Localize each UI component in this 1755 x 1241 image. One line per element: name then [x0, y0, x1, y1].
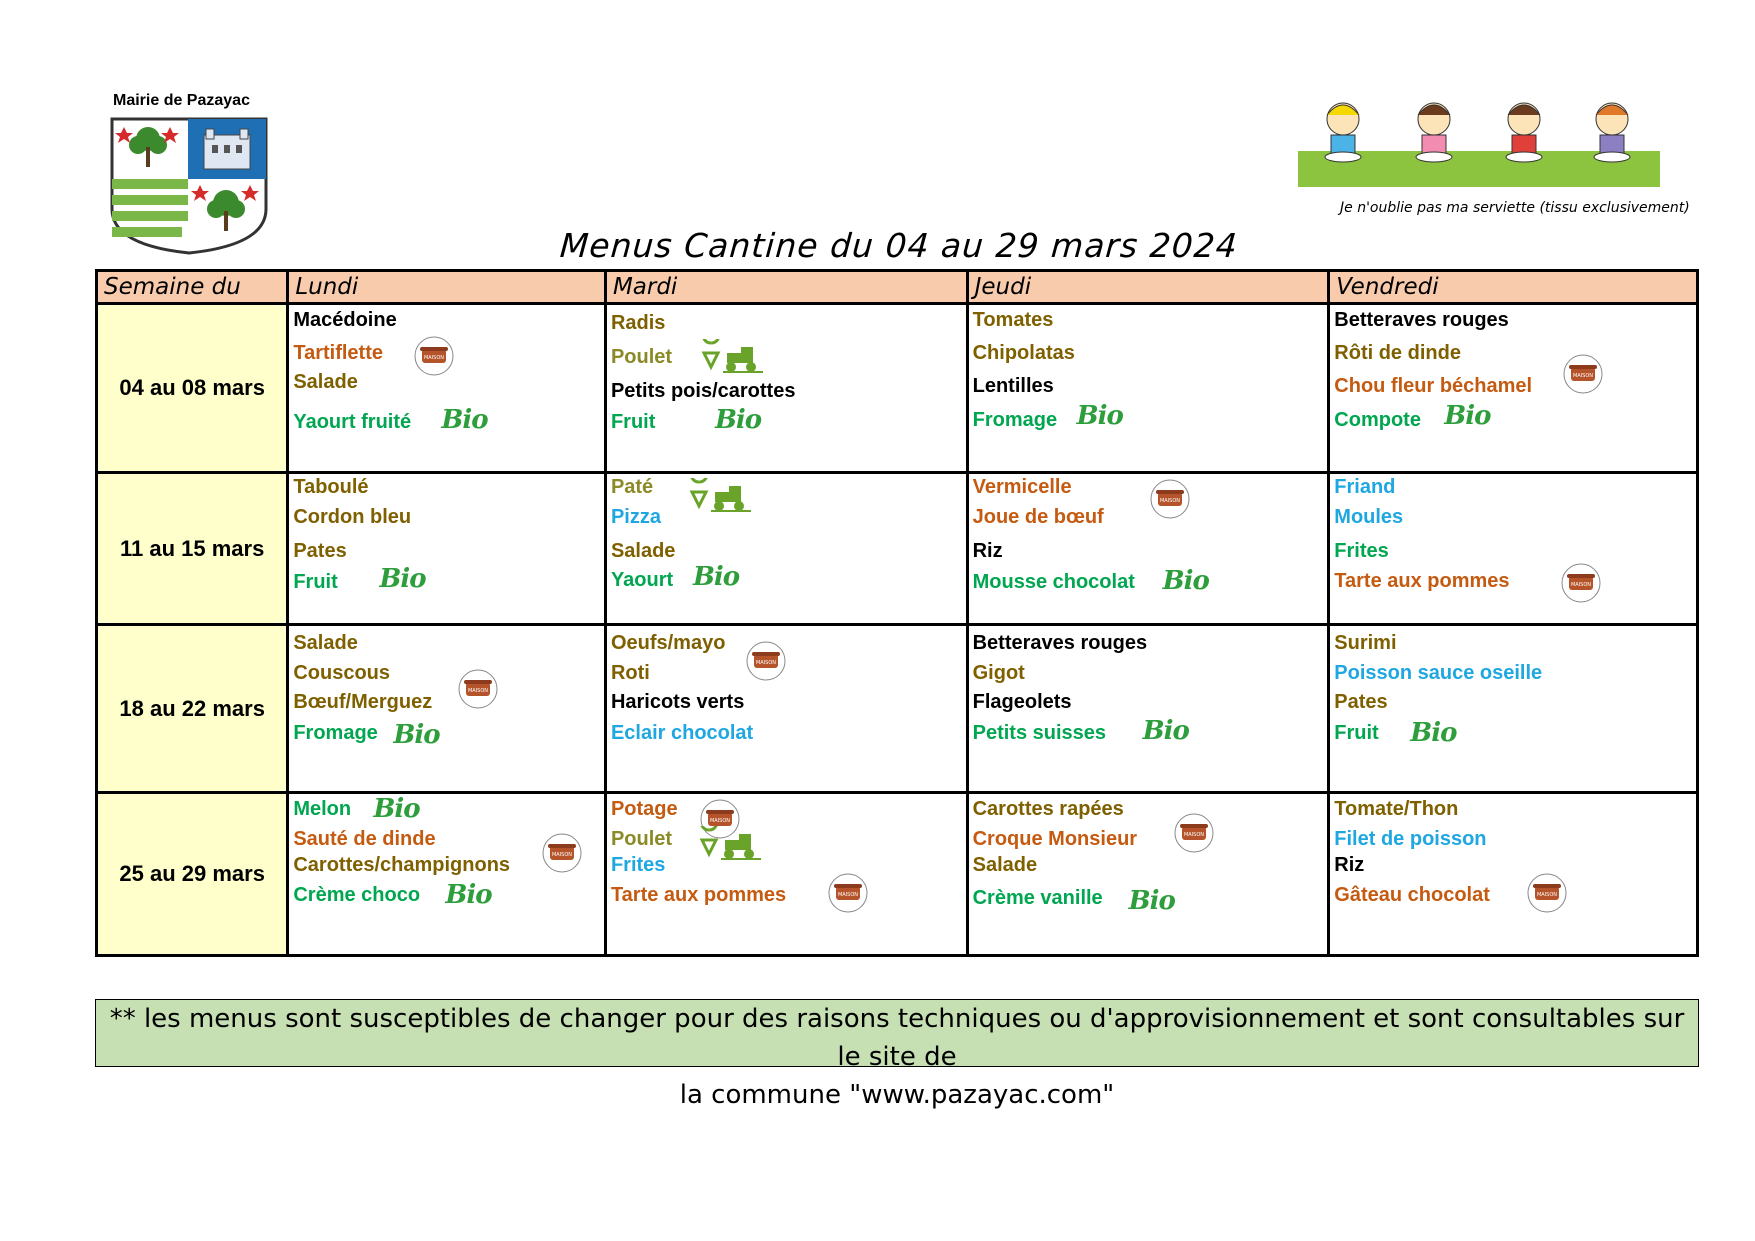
- local-farm-icon: [699, 826, 761, 860]
- fait-maison-icon: [1560, 562, 1602, 604]
- dish-dessert: Fromage: [293, 722, 378, 744]
- bio-icon: Bio: [445, 880, 492, 910]
- fait-maison-icon: [413, 335, 455, 377]
- dish-main: Poisson sauce oseille: [1334, 662, 1543, 684]
- dish-main: Moules: [1334, 506, 1404, 528]
- menu-cell-mardi: [605, 304, 967, 473]
- col-header-mardi: Mardi: [605, 271, 967, 304]
- dish-side: Haricots verts: [610, 691, 745, 713]
- dish-main: Filet de poisson: [1334, 828, 1487, 850]
- menu-cell-vendredi: [1329, 473, 1698, 625]
- bio-icon: Bio: [441, 405, 488, 435]
- dish-dessert: Fromage: [972, 409, 1058, 431]
- col-header-week: Semaine du: [97, 271, 288, 304]
- dish-main: Chipolatas: [972, 342, 1075, 364]
- dish-side: Carottes/champignons: [293, 854, 511, 876]
- dish-main: Sauté de dinde: [293, 828, 436, 850]
- local-farm-icon: [701, 339, 763, 373]
- svg-text:MAISON: MAISON: [709, 818, 730, 824]
- dish-side: Flageolets: [972, 691, 1072, 713]
- dish-side: Frites: [1334, 540, 1389, 562]
- dish-side: Riz: [972, 540, 1003, 562]
- table-row: [97, 304, 1698, 473]
- menu-cell-mardi: [605, 793, 967, 956]
- menu-cell-jeudi: [967, 793, 1329, 956]
- dish-dessert: Fruit: [293, 571, 338, 593]
- dish-dessert: Fruit: [610, 411, 656, 433]
- bio-icon: Bio: [1076, 401, 1123, 431]
- bio-icon: Bio: [1142, 716, 1189, 746]
- dish-starter: Surimi: [1334, 632, 1397, 654]
- page-title: Menus Cantine du 04 au 29 mars 2024: [558, 226, 1240, 265]
- napkin-note: Je n'oublie pas ma serviette (tissu exclusivement): [1340, 200, 1690, 216]
- dish-side: Riz: [1334, 854, 1365, 876]
- fait-maison-icon: [1149, 478, 1191, 520]
- menu-cell-vendredi: [1329, 793, 1698, 956]
- dish-dessert: Yaourt fruité: [293, 411, 412, 433]
- dish-main: Rôti de dinde: [1334, 342, 1461, 364]
- week-label: 11 au 15 mars: [97, 473, 288, 625]
- dish-side: Pates: [293, 540, 347, 562]
- dish-main: Croque Monsieur: [972, 828, 1138, 850]
- menu-cell-jeudi: [967, 625, 1329, 793]
- dish-starter: Radis: [610, 312, 666, 334]
- dish-dessert: Mousse chocolat: [972, 571, 1135, 593]
- week-label: 25 au 29 mars: [97, 793, 288, 956]
- dish-dessert: Gâteau chocolat: [1334, 884, 1490, 906]
- fait-maison-icon: [827, 872, 869, 914]
- dish-side: Pates: [1334, 691, 1388, 713]
- menu-cell-lundi: [288, 304, 606, 473]
- svg-text:MAISON: MAISON: [837, 892, 858, 898]
- dish-side: Salade: [610, 540, 676, 562]
- dish-dessert: Eclair chocolat: [610, 722, 754, 744]
- dish-side: Frites: [610, 854, 666, 876]
- svg-text:MAISON: MAISON: [1183, 832, 1204, 838]
- dish-main: Gigot: [972, 662, 1025, 684]
- menu-cell-mardi: [605, 473, 967, 625]
- dish-starter: Melon: [293, 798, 352, 820]
- table-row: [97, 473, 1698, 625]
- menu-cell-mardi: [605, 625, 967, 793]
- coat-of-arms-logo: [108, 117, 270, 255]
- col-header-lundi: Lundi: [288, 271, 606, 304]
- dish-side: Salade: [972, 854, 1038, 876]
- menu-cell-lundi: [288, 625, 606, 793]
- table-row: [97, 625, 1698, 793]
- dish-starter: Salade: [293, 632, 358, 654]
- svg-text:MAISON: MAISON: [1537, 892, 1558, 898]
- dish-starter: Paté: [610, 476, 654, 498]
- footer-note: [95, 999, 1699, 1110]
- footer-line-2: la commune "www.pazayac.com": [679, 1080, 1115, 1110]
- dish-dessert: Tarte aux pommes: [610, 884, 787, 906]
- svg-text:MAISON: MAISON: [468, 688, 489, 694]
- dish-side: Lentilles: [972, 375, 1054, 397]
- dish-side: Chou fleur béchamel: [1334, 375, 1533, 397]
- dish-main: Poulet: [610, 828, 673, 850]
- fait-maison-icon: [1526, 872, 1568, 914]
- table-header-row: [97, 271, 1698, 304]
- dish-starter: Tomates: [972, 309, 1054, 331]
- dish-starter: Potage: [610, 798, 678, 820]
- bio-icon: Bio: [1410, 718, 1457, 748]
- week-label: 18 au 22 mars: [97, 625, 288, 793]
- dish-side: Salade: [293, 371, 358, 393]
- menu-cell-vendredi: [1329, 304, 1698, 473]
- col-header-jeudi: Jeudi: [967, 271, 1329, 304]
- dish-starter: Oeufs/mayo: [610, 632, 726, 654]
- dish-dessert: Tarte aux pommes: [1334, 570, 1510, 592]
- dish-main: Couscous: [293, 662, 391, 684]
- dish-dessert: Fruit: [1334, 722, 1379, 744]
- dish-dessert: Crème choco: [293, 884, 421, 906]
- table-row: [97, 793, 1698, 956]
- bio-icon: Bio: [1444, 401, 1491, 431]
- menu-cell-jeudi: [967, 473, 1329, 625]
- svg-text:MAISON: MAISON: [1571, 582, 1592, 588]
- dish-main: Joue de bœuf: [972, 506, 1104, 528]
- svg-text:MAISON: MAISON: [755, 660, 776, 666]
- dish-starter: Betteraves rouges: [1334, 309, 1509, 331]
- bio-icon: Bio: [393, 720, 440, 750]
- fait-maison-icon: [1562, 353, 1604, 395]
- dish-starter: Carottes rapées: [972, 798, 1124, 820]
- dish-dessert: Yaourt: [610, 569, 674, 591]
- week-label: 04 au 08 mars: [97, 304, 288, 473]
- fait-maison-icon: [457, 668, 499, 710]
- dish-dessert: Crème vanille: [972, 887, 1103, 909]
- menu-cell-jeudi: [967, 304, 1329, 473]
- bio-icon: Bio: [1162, 566, 1209, 596]
- children-eating-illustration: [1298, 97, 1660, 189]
- dish-starter: Tomate/Thon: [1334, 798, 1459, 820]
- svg-text:MAISON: MAISON: [552, 852, 573, 858]
- fait-maison-icon: [541, 832, 583, 874]
- dish-main: Pizza: [610, 506, 661, 528]
- mairie-name: Mairie de Pazayac: [113, 92, 250, 109]
- menu-cell-vendredi: [1329, 625, 1698, 793]
- dish-starter: Betteraves rouges: [972, 632, 1148, 654]
- dish-main: Cordon bleu: [293, 506, 412, 528]
- bio-icon: Bio: [714, 405, 762, 435]
- dish-main: Poulet: [610, 346, 673, 368]
- bio-icon: Bio: [379, 564, 426, 594]
- bio-icon: Bio: [373, 794, 420, 824]
- footer-line-1: ** les menus sont susceptibles de changer pour des raisons techniques ou d'approvisionnement et sont consultables sur le site de: [109, 1004, 1685, 1072]
- dish-side: Bœuf/Merguez: [293, 691, 433, 713]
- dish-main: Roti: [610, 662, 650, 684]
- dish-starter: Taboulé: [293, 476, 369, 498]
- dish-starter: Vermicelle: [972, 476, 1072, 498]
- menu-table: [95, 269, 1699, 957]
- local-farm-icon: [689, 478, 751, 512]
- dish-main: Tartiflette: [293, 342, 383, 364]
- fait-maison-icon: [1173, 812, 1215, 854]
- dish-starter: Friand: [1334, 476, 1396, 498]
- dish-dessert: Compote: [1334, 409, 1421, 431]
- menu-cell-lundi: [288, 793, 606, 956]
- svg-text:MAISON: MAISON: [424, 355, 445, 361]
- bio-icon: Bio: [692, 562, 740, 592]
- fait-maison-icon: [745, 640, 787, 682]
- svg-text:MAISON: MAISON: [1573, 373, 1594, 379]
- dish-dessert: Petits suisses: [972, 722, 1107, 744]
- dish-side: Petits pois/carottes: [610, 380, 796, 402]
- col-header-vendredi: Vendredi: [1329, 271, 1698, 304]
- menu-cell-lundi: [288, 473, 606, 625]
- dish-starter: Macédoine: [293, 309, 397, 331]
- svg-text:MAISON: MAISON: [1159, 498, 1180, 504]
- bio-icon: Bio: [1128, 886, 1175, 916]
